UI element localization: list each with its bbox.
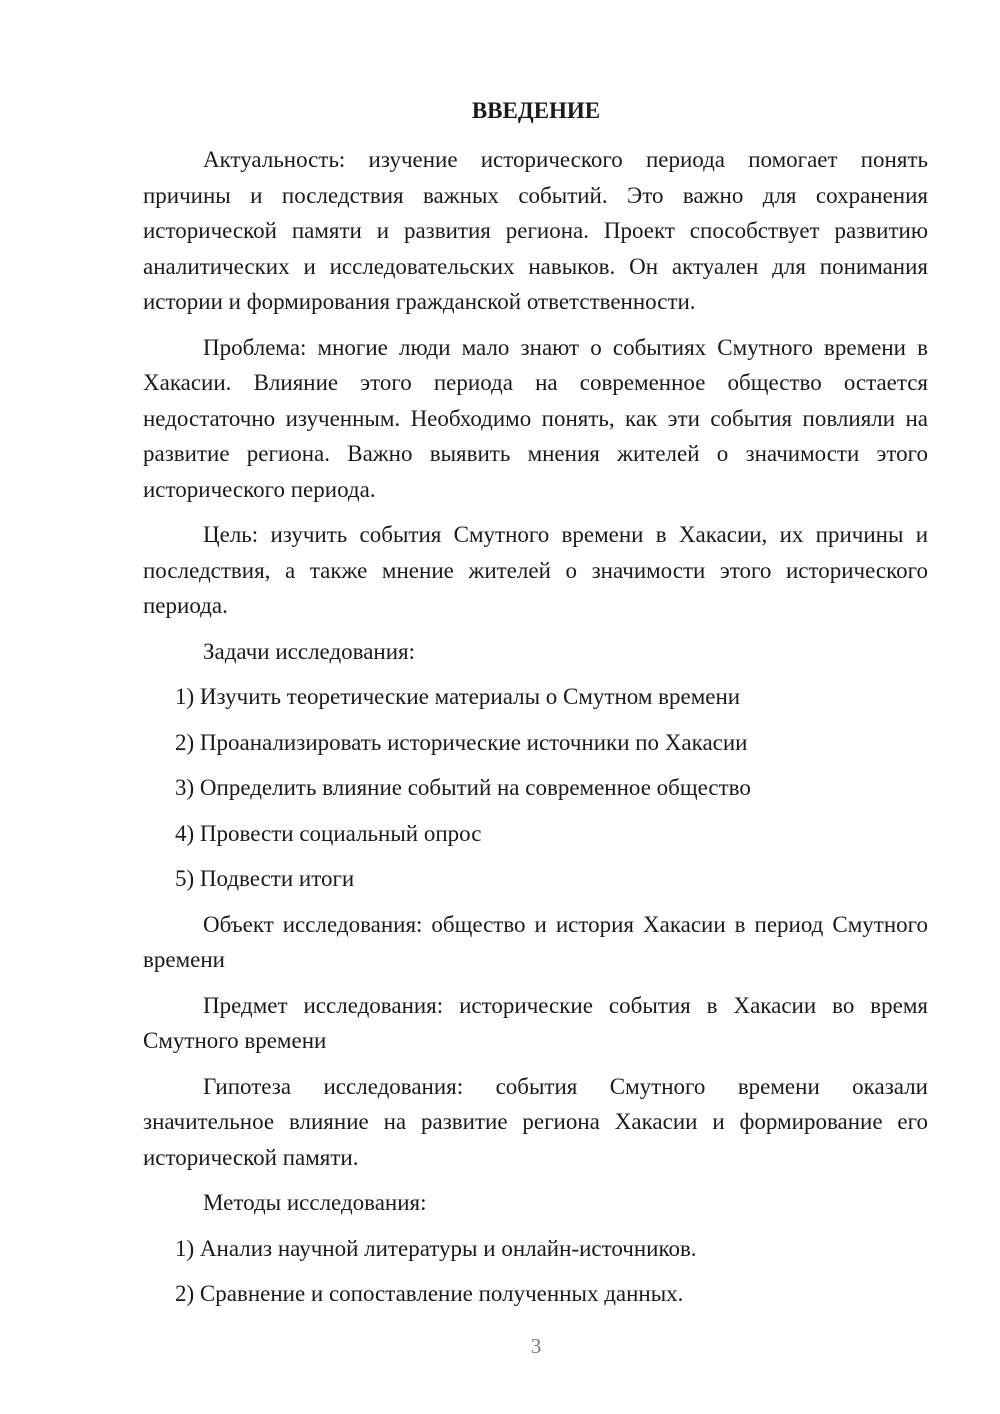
tasks-list (143, 679, 928, 897)
methods-heading: Методы исследования: (203, 1190, 427, 1215)
hypothesis-paragraph: Гипотеза исследования: события Смутного времени оказали значительное влияние на развитие региона Хакасии и формирование его исторической памяти. (143, 1073, 928, 1170)
list-item: 1) Анализ научной литературы и онлайн-источников. (175, 1235, 697, 1261)
list-item: 4) Провести социальный опрос (175, 820, 482, 846)
problem-paragraph: Проблема: многие люди мало знают о событиях Смутного времени в Хакасии. Влияние этого периода на современное общество остается недостаточно изученным. Необходимо понять, как эти события повлияли на развитие региона. Важно выявить мнения жителей о значимости этого исторического периода. (143, 334, 928, 502)
document-body (143, 142, 928, 1322)
list-item: 5) Подвести итоги (175, 866, 355, 891)
subject-paragraph: Предмет исследования: исторические события в Хакасии во время Смутного времени (143, 992, 928, 1053)
page-number: 3 (530, 1334, 542, 1358)
goal-paragraph: Цель: изучить события Смутного времени в Хакасии, их причины и последствия, а также мнение жителей о значимости этого исторического периода. (143, 522, 928, 618)
page-title: ВВЕДЕНИЕ (471, 98, 601, 123)
methods-list (143, 1231, 928, 1312)
list-item: 2) Проанализировать исторические источники по Хакасии (175, 729, 748, 755)
relevance-paragraph: Актуальность: изучение исторического периода помогает понять причины и последствия важных событий. Это важно для сохранения исторической памяти и развития региона. Проект способствует развитию аналитических и исследовательских навыков. Он актуален для понимания истории и формирования гражданской ответственности. (143, 147, 928, 314)
tasks-heading: Задачи исследования: (203, 638, 416, 664)
object-paragraph: Объект исследования: общество и история Хакасии в период Смутного времени (143, 911, 928, 972)
list-item: 2) Сравнение и сопоставление полученных данных. (175, 1281, 684, 1306)
list-item: 3) Определить влияние событий на современное общество (175, 775, 751, 800)
list-item: 1) Изучить теоретические материалы о Смутном времени (175, 684, 741, 709)
